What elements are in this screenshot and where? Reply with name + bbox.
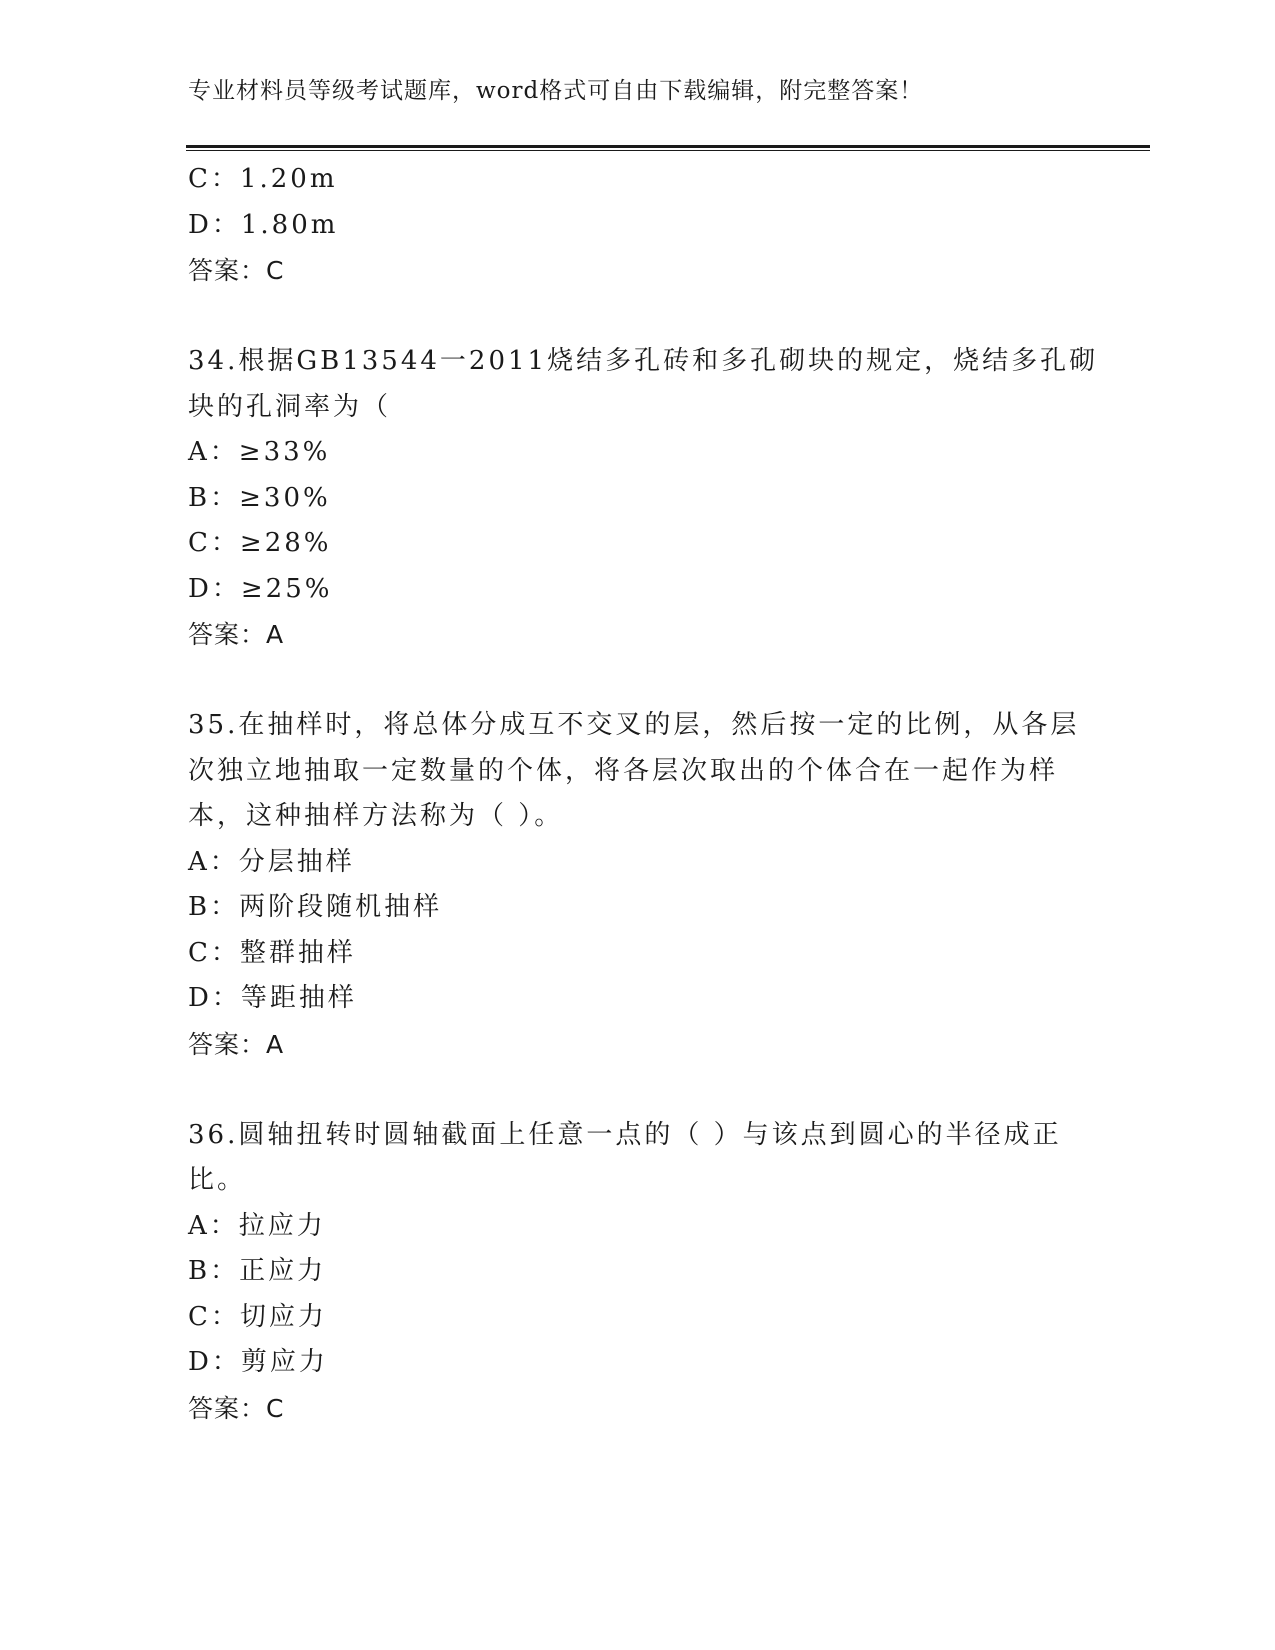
question-text-line: 36.圆轴扭转时圆轴截面上任意一点的（ ）与该点到圆心的半径成正 — [188, 1119, 1062, 1150]
header-rule-thin — [186, 150, 1150, 151]
option-d: D：等距抽样 — [188, 983, 357, 1013]
option-a: A：≥33% — [188, 437, 331, 467]
question-text-line: 块的孔洞率为（ — [188, 391, 392, 422]
option-d: D：剪应力 — [188, 1347, 328, 1377]
option-c: C：切应力 — [188, 1301, 327, 1332]
answer-line: 答案：C — [188, 256, 285, 285]
question-text-line: 34.根据GB13544一2011烧结多孔砖和多孔砌块的规定，烧结多孔砌 — [188, 346, 1099, 376]
question-text-line: 本，这种抽样方法称为（ ）。 — [188, 801, 564, 831]
answer-line: 答案：A — [188, 1029, 285, 1059]
option-b: B：两阶段随机抽样 — [188, 892, 443, 922]
answer-line: 答案：C — [188, 1393, 285, 1423]
question-text-line: 次独立地抽取一定数量的个体，将各层次取出的个体合在一起作为样 — [188, 755, 1059, 786]
option-c: C：整群抽样 — [188, 937, 356, 968]
option-b: B：正应力 — [188, 1256, 327, 1286]
option-d: D：1.80m — [188, 209, 339, 240]
option-b: B：≥30% — [188, 482, 331, 513]
option-a: A：分层抽样 — [188, 846, 355, 877]
page-header: 专业材料员等级考试题库，word格式可自由下载编辑，附完整答案！ — [188, 78, 924, 104]
question-text-line: 比。 — [188, 1165, 247, 1195]
option-c: C：≥28% — [188, 528, 332, 558]
question-content — [188, 157, 1099, 1431]
header-rule-thick — [186, 145, 1150, 148]
question-text-line: 35.在抽样时，将总体分成互不交叉的层，然后按一定的比例，从各层 — [188, 710, 1080, 740]
option-d: D：≥25% — [188, 573, 333, 604]
option-a: A：拉应力 — [188, 1210, 326, 1241]
answer-line: 答案：A — [188, 620, 285, 649]
option-c: C：1.20m — [188, 164, 338, 194]
